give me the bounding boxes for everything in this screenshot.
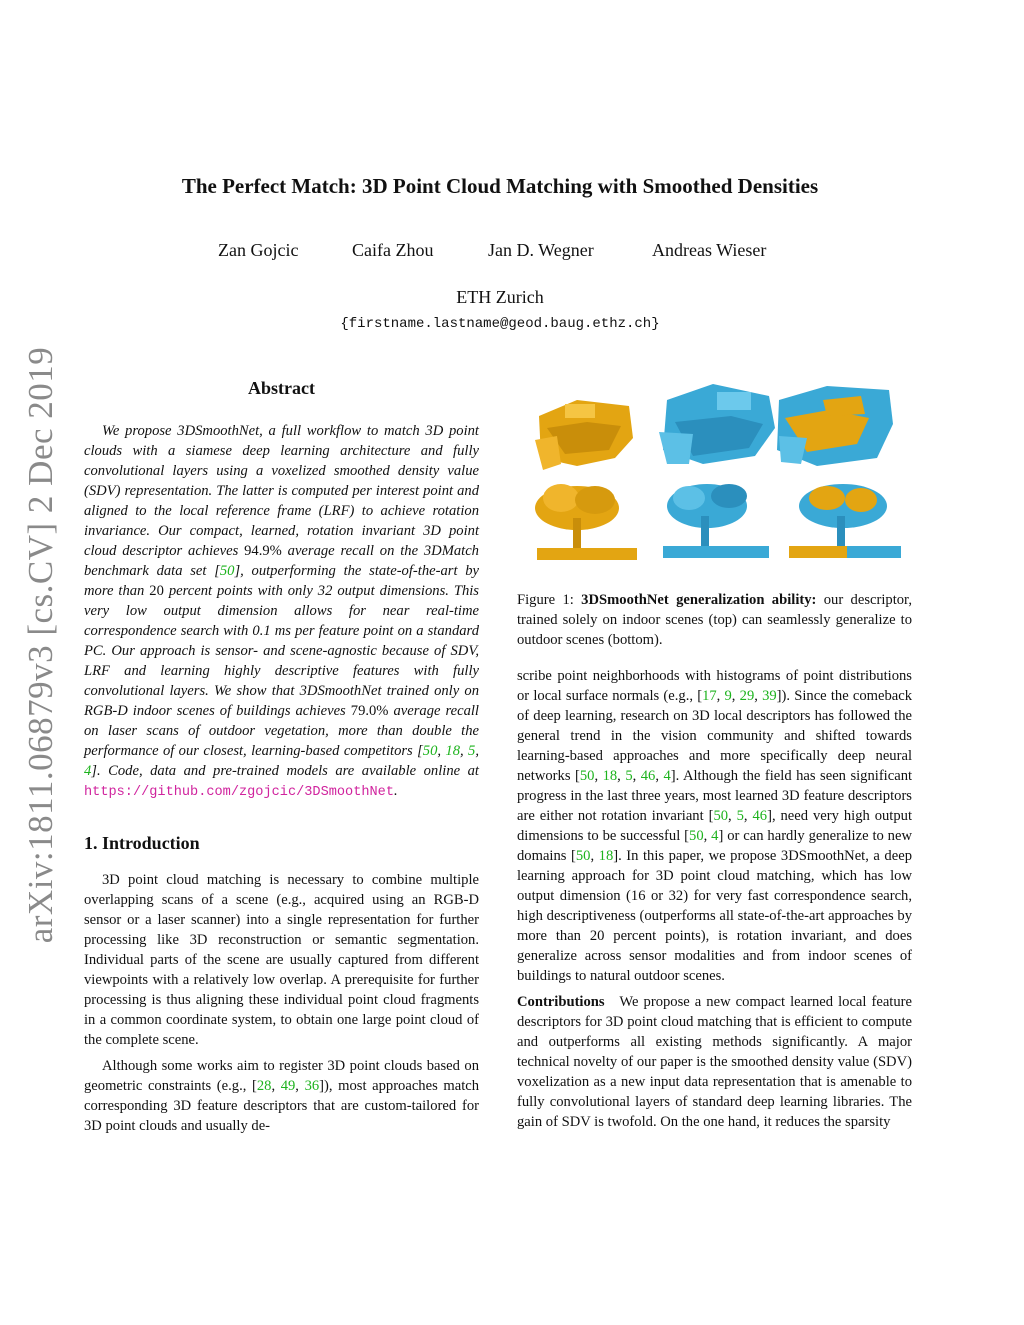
citation-link[interactable]: 46 <box>752 808 768 824</box>
github-url-link[interactable]: https://github.com/zgojcic/3DSmoothNet <box>84 785 394 800</box>
indoor-scene-aligned <box>777 386 893 466</box>
author-email <box>0 315 1000 332</box>
citation-link[interactable]: 50 <box>689 828 704 844</box>
figure-1-caption-title: 3DSmoothNet generalization ability: <box>581 592 817 608</box>
introduction-heading: 1. Introduction <box>84 833 200 853</box>
figure-1-point-clouds <box>517 378 912 590</box>
citation-link[interactable]: 39 <box>762 688 777 704</box>
citation-link[interactable]: 5 <box>736 808 744 824</box>
affiliation: ETH Zurich <box>456 287 544 307</box>
citation-link[interactable]: 36 <box>304 1078 320 1094</box>
citation-link[interactable]: 18 <box>602 768 618 784</box>
author-2: Caifa Zhou <box>352 240 434 260</box>
author-3: Jan D. Wegner <box>488 240 594 260</box>
contributions-label: Contributions <box>517 994 605 1010</box>
outdoor-scene-aligned <box>789 484 901 558</box>
paper-title: The Perfect Match: 3D Point Cloud Matching with Smoothed Densities <box>181 174 819 198</box>
abstract-heading: Abstract <box>248 378 315 398</box>
citation-link[interactable]: 29 <box>739 688 755 704</box>
left-column <box>84 378 479 1142</box>
outdoor-scene-source <box>535 484 637 560</box>
author-1: Zan Gojcic <box>218 240 299 260</box>
citation-link[interactable]: 49 <box>280 1078 296 1094</box>
citation-link[interactable]: 4 <box>711 828 719 844</box>
citation-link[interactable]: 50 <box>713 808 729 824</box>
figure-1-caption: Figure 1: 3DSmoothNet generalization ability: our descriptor, trained solely on indoor scenes (top) can seamlessly generalize to outdoor scenes (bottom). <box>517 592 912 648</box>
author-list <box>0 240 1000 266</box>
citation-link[interactable]: 50 <box>219 563 235 579</box>
citation-link[interactable]: 50 <box>579 768 595 784</box>
indoor-scene-target <box>659 384 775 464</box>
citation-link[interactable]: 5 <box>468 743 476 759</box>
author-email-text: {firstname.lastname@geod.baug.ethz.ch} <box>340 316 660 332</box>
citation-link[interactable]: 46 <box>640 768 656 784</box>
arxiv-identifier <box>16 346 66 944</box>
citation-link[interactable]: 4 <box>84 763 92 779</box>
citation-link[interactable]: 9 <box>724 688 732 704</box>
arxiv-identifier-text: arXiv:1811.06879v3 [cs.CV] 2 Dec 2019 <box>21 346 60 944</box>
citation-link[interactable]: 4 <box>663 768 671 784</box>
author-4: Andreas Wieser <box>652 240 767 260</box>
abstract-outdoor-recall-value: 79.0% <box>350 703 389 719</box>
abstract-margin-value: 20 <box>149 583 164 599</box>
abstract-text: We propose 3DSmoothNet, a full workflow to match 3D point clouds with a siamese deep learning architecture and fully convolutional layers using a voxelized smoothed density value (SDV) representation. The latter is computed per interest point and aligned to the local reference frame (LRF) to achieve rotation invariance. Our compact, learned, rotation invariant 3D point cloud descriptor achieves 94.9% average recall on the 3DMatch benchmark data set [50], outperforming the state-of-the-art by more than 20 percent points with only 32 output dimensions. This very low output dimension allows for near real-time correspondence search with 0.1 ms per feature point on a standard PC. Our approach is sensor- and scene-agnostic because of SDV, LRF and learning highly descriptive features with fully convolutional layers. We show that 3DSmoothNet trained only on RGB-D indoor scenes of buildings achieves 79.0% average recall on laser scans of outdoor vegetation, more than double the performance of our closest, learning-based competitors [50, 18, 5, 4]. Code, data and pre-trained models are available online at https://github.com/zgojcic/3DSmoothNet. <box>84 423 479 800</box>
introduction-paragraph-1: 3D point cloud matching is necessary to combine multiple overlapping scans of a scene (e.g., acquired using an RGB-D sensor or a laser scanner) into a single representation for further processing like 3D reconstruction or semantic segmentation. Individual parts of the scene are usually captured from different viewpoints with a relatively low overlap. A prerequisite for further processing is thus aligning these individual point cloud fragments in a common coordinate system, to obtain one large point cloud of the complete scene. <box>84 872 479 1048</box>
citation-link[interactable]: 50 <box>422 743 438 759</box>
citation-link[interactable]: 50 <box>575 848 591 864</box>
citation-link[interactable]: 18 <box>445 743 461 759</box>
figure-1 <box>517 378 912 590</box>
abstract-recall-value: 94.9% <box>244 543 282 559</box>
contributions-paragraph: Contributions We propose a new compact learned local feature descriptors for 3D point cloud matching that is efficient to compute and outperforms all existing methods significantly. A major technical novelty of our paper is the smoothed density value (SDV) voxelization as a new input data representation that is amenable to fully convolutional layers of standard deep learning libraries. The gain of SDV is twofold. On the one hand, it reduces the sparsity <box>517 994 916 1130</box>
indoor-scene-source <box>535 400 633 470</box>
citation-link[interactable]: 5 <box>625 768 633 784</box>
citation-link[interactable]: 28 <box>256 1078 272 1094</box>
right-paragraph-1: scribe point neighborhoods with histograms of point distributions or local surface normals (e.g., [17, 9, 29, 39]). Since the comeback of deep learning, research on 3D local descriptors has followed the general trend in the vision community and shifted towards learning-based approaches and more specifically deep neural networks [50, 18, 5, 46, 4]. Although the field has seen significant progress in the last three years, most learned 3D feature descriptors are either not rotation invariant [50, 5, 46], need very high output dimensions to be successful [50, 4] or can hardly generalize to new domains [50, 18]. In this paper, we propose 3DSmoothNet, a deep learning approach for 3D point cloud matching, which has low output dimension (16 or 32) for very fast correspondence search, high descriptiveness (outperforms all state-of-the-art approaches by more than 20 percent points), is rotation invariant, and does generalize across sensor modalities and from indoor scenes of buildings to natural outdoor scenes. <box>517 668 913 984</box>
citation-link[interactable]: 18 <box>598 848 614 864</box>
citation-link[interactable]: 17 <box>702 688 717 704</box>
outdoor-scene-target <box>663 484 769 558</box>
right-column <box>517 378 916 1138</box>
introduction-paragraph-2: Although some works aim to register 3D point clouds based on geometric constraints (e.g., [28, 49, 36]), most approaches match corresponding 3D feature descriptors that are custom-tailored for 3D point clouds and usually de- <box>84 1058 480 1134</box>
